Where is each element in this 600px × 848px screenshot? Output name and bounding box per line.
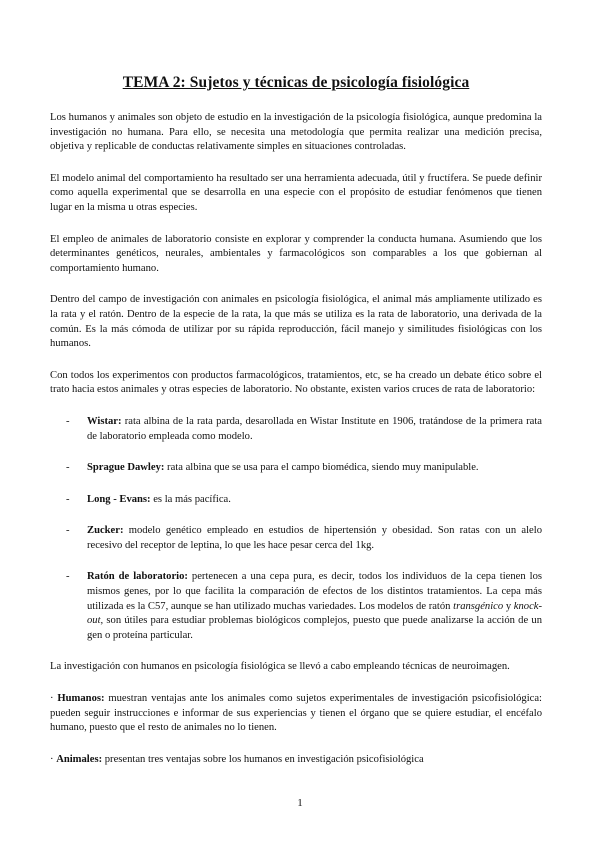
document-page <box>50 74 542 784</box>
dash-marker: - <box>66 462 70 474</box>
desc-sprague-dawley: rata albina que se usa para el campo biomédica, siendo muy manipulable. <box>164 462 479 474</box>
dash-marker: - <box>66 525 70 537</box>
page-number: 1 <box>297 797 303 809</box>
list-item-lab-mouse <box>50 570 542 643</box>
desc-lab-mouse-b: y <box>503 600 514 612</box>
term-long-evans: Long - Evans: <box>87 493 151 505</box>
paragraph-animal-model: El modelo animal del comportamiento ha resultado ser una herramienta adecuada, útil y fructífera. Se puede definir como aquella experimental que se desarrolla en una especie con el propósito de estudiar fenómenos que tienen lugar en la misma u otras especies. <box>50 172 542 213</box>
list-item-wistar <box>50 415 542 444</box>
list-item-zucker <box>50 524 542 553</box>
paragraph-ethics: Con todos los experimentos con productos farmacológicos, tratamientos, etc, se ha creado un debate ético sobre el trato hacia estos animales y otras especies de laboratorio. No obstante, existen varios cruces de rata de laboratorio: <box>50 369 542 396</box>
desc-wistar: rata albina de la rata parda, desarollada en Wistar Institute en 1906, tratándose de la primera rata de laboratorio empleada como modelo. <box>87 415 542 442</box>
dash-marker: - <box>66 571 70 583</box>
term-knock-out: knock-out, <box>87 600 543 627</box>
list-item-sprague-dawley <box>50 461 542 476</box>
term-transgenic: transgénico <box>453 600 504 612</box>
paragraph-humanos <box>50 692 542 736</box>
term-humanos: Humanos: <box>57 693 105 705</box>
term-sprague-dawley: Sprague Dawley: <box>87 462 165 474</box>
desc-lab-mouse-a: pertenecen a una cepa pura, es decir, todos los individuos de la cepa tienen los mismos genes, por lo que facilita la comparación de efectos de los distintos tratamientos. La cepa más utilizada es la C57, aunque se han utilizado muchas variedades. Los modelos de ratón <box>87 571 542 612</box>
rat-strain-list <box>50 415 542 644</box>
term-wistar: Wistar: <box>87 415 122 427</box>
desc-humanos: muestran ventajas ante los animales como sujetos experimentales de investigación psicofisiológica: pueden seguir instrucciones e informar de sus experiencias y tienen el órgano que se quiere estudiar, el encéfalo humano, puesto que el resto de animales no lo tienen. <box>50 693 542 734</box>
paragraph-animales <box>50 753 542 768</box>
term-zucker: Zucker: <box>87 525 124 537</box>
dash-marker: - <box>66 493 70 505</box>
paragraph-neuroimaging: La investigación con humanos en psicología fisiológica se llevó a cabo empleando técnicas de neuroimagen. <box>50 661 510 673</box>
bullet-dot: · <box>50 753 54 765</box>
paragraph-rat-mouse: Dentro del campo de investigación con animales en psicología fisiológica, el animal más ampliamente utilizado es la rata y el ratón. Dentro de la especie de la rata, la que más se utiliza es la rata de laboratorio, una derivada de la común. Es la más cómoda de utilizar por su rápida reproducción, fácil manejo y similitudes fisiológicas con los humanos. <box>50 294 542 350</box>
bullet-dot: · <box>50 693 54 705</box>
list-item-long-evans <box>50 493 542 508</box>
term-lab-mouse: Ratón de laboratorio: <box>87 571 188 583</box>
dash-marker: - <box>66 415 70 427</box>
desc-long-evans: es la más pacífica. <box>150 493 231 505</box>
desc-animales: presentan tres ventajas sobre los humanos en investigación psicofisiológica <box>102 753 424 765</box>
desc-lab-mouse-c: son útiles para estudiar problemas biológicos complejos, puesto que puede analizarse la acción de un gen o proteína particular. <box>87 615 542 641</box>
term-animales: Animales: <box>56 753 103 765</box>
page-title: TEMA 2: Sujetos y técnicas de psicología fisiológica <box>122 74 470 91</box>
desc-zucker: modelo genético empleado en estudios de hipertensión y obesidad. Son ratas con un alelo recesivo del receptor de leptina, lo que les hace pesar cerca del 1kg. <box>87 525 542 551</box>
paragraph-intro: Los humanos y animales son objeto de estudio en la investigación de la psicología fisiológica, aunque predomina la investigación no humana. Para ello, se necesita una metodología que permita realizar una medición precisa, objetiva y replicable de conductas relativamente simples en situaciones controladas. <box>50 112 542 153</box>
paragraph-lab-animals: El empleo de animales de laboratorio consiste en explorar y comprender la conducta humana. Asumiendo que los determinantes genéticos, neurales, ambientales y farmacológicos son comparables a los que gobiernan al comportamiento humano. <box>50 233 542 274</box>
